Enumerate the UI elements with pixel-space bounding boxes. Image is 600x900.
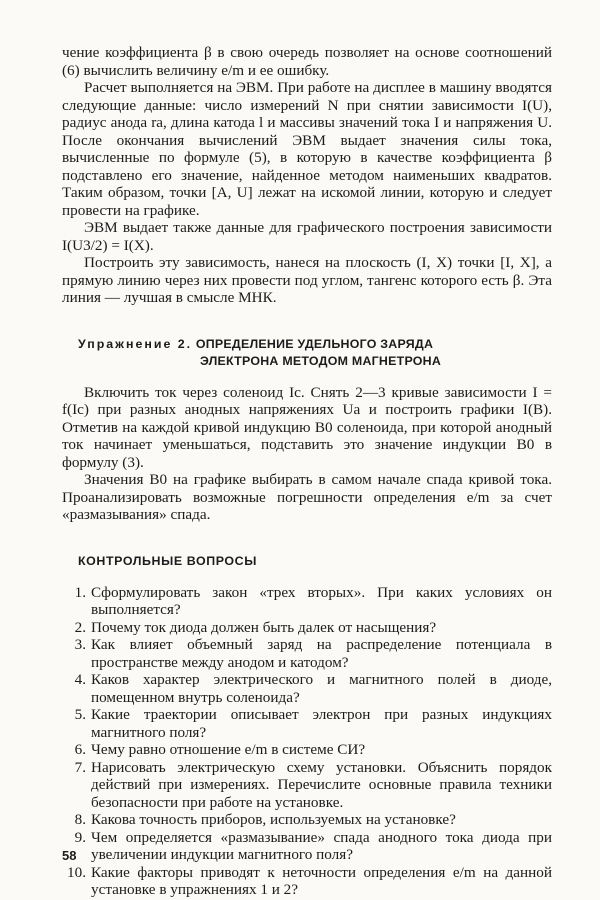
- question-item: [62, 671, 552, 706]
- page-content: [62, 44, 552, 899]
- exercise-2-title-line1: ОПРЕДЕЛЕНИЕ УДЕЛЬНОГО ЗАРЯДА: [195, 336, 434, 351]
- question-item: [62, 636, 552, 671]
- question-number: 10.: [67, 863, 86, 881]
- question-text: Какие траектории описывает электрон при разных индукциях магнитного поля?: [91, 706, 552, 741]
- exercise-2-heading: [78, 336, 552, 370]
- question-text: Нарисовать электрическую схему установки. Объяснить порядок действий при измерениях. Перечислите основные правила техники безопасности при работе на установке.: [91, 758, 552, 811]
- question-number: 4.: [74, 671, 86, 688]
- question-text: Чем определяется «размазывание» спада анодного тока диода при увеличении индукции магнитного поля?: [91, 828, 552, 863]
- question-item: [62, 864, 552, 899]
- question-number: 5.: [74, 706, 86, 723]
- intro-paragraph-3: ЭВМ выдает также данные для графического построения зависимости I(U3/2) = I(X).: [62, 219, 552, 254]
- intro-paragraph-1: чение коэффициента β в свою очередь позволяет на основе соотношений (6) вычислить величину e/m и ее ошибку.: [62, 44, 552, 79]
- exercise-2-paragraph-2: Значения B0 на графике выбирать в самом начале спада кривой тока. Проанализировать возможные погрешности определения e/m за счет «размазывания» спада.: [62, 471, 552, 523]
- question-number: 1.: [74, 583, 86, 601]
- question-item: [62, 584, 552, 619]
- questions-list: [62, 584, 552, 899]
- question-number: 3.: [74, 636, 86, 653]
- question-text: Какие факторы приводят к неточности определения e/m на данной установке в упражнениях 1 и 2?: [91, 863, 552, 898]
- question-item: [62, 759, 552, 812]
- question-text: Чему равно отношение e/m в системе СИ?: [91, 741, 366, 758]
- question-number: 7.: [74, 758, 86, 776]
- question-number: 6.: [74, 741, 86, 758]
- question-text: Каков характер электрического и магнитного полей в диоде, помещенном внутрь соленоида?: [91, 671, 552, 706]
- exercise-2-title-line2: ЭЛЕКТРОНА МЕТОДОМ МАГНЕТРОНА: [200, 353, 442, 368]
- intro-paragraph-4: Построить эту зависимость, нанеся на плоскость (I, X) точки [I, X], а прямую линию через них провести под углом, тангенс которого есть β. Эта линия — лучшая в смысле МНК.: [62, 254, 552, 306]
- question-number: 8.: [74, 811, 86, 828]
- question-text: Как влияет объемный заряд на распределение потенциала в пространстве между анодом и катодом?: [91, 636, 552, 671]
- question-text: Сформулировать закон «трех вторых». При каких условиях он выполняется?: [91, 583, 552, 618]
- intro-paragraph-2: Расчет выполняется на ЭВМ. При работе на дисплее в машину вводятся следующие данные: число измерений N при снятии зависимости I(U), радиус анода rа, длина катода l и массивы значений тока I и напряжения U. После окончания вычислений ЭВМ выдает значения силы тока, вычисленные по формуле (5), в которую в качестве коэффициента β подставлено его значение, найденное методом наименьших квадратов. Таким образом, точки [A, U] лежат на искомой линии, которую и следует провести на графике.: [62, 79, 552, 219]
- question-item: [62, 811, 552, 829]
- question-text: Какова точность приборов, используемых на установке?: [91, 811, 456, 828]
- questions-heading: КОНТРОЛЬНЫЕ ВОПРОСЫ: [78, 553, 257, 568]
- question-number: 2.: [74, 618, 86, 636]
- question-item: [62, 619, 552, 637]
- page-number: 58: [62, 848, 77, 863]
- question-text: Почему ток диода должен быть далек от насыщения?: [91, 618, 437, 636]
- exercise-2-paragraph-1: Включить ток через соленоид Iс. Снять 2—3 кривые зависимости I = f(Iс) при разных анодных напряжениях Uа и построить графики I(B). Отметив на каждой кривой индукцию B0 соленоида, при которой анодный ток начинает уменьшаться, подставить это значение индукции B0 в формулу (3).: [62, 383, 552, 471]
- question-item: [62, 741, 552, 759]
- question-number: 9.: [74, 828, 86, 846]
- exercise-2-label: Упражнение 2.: [78, 336, 193, 351]
- question-item: [62, 829, 552, 864]
- question-item: [62, 706, 552, 741]
